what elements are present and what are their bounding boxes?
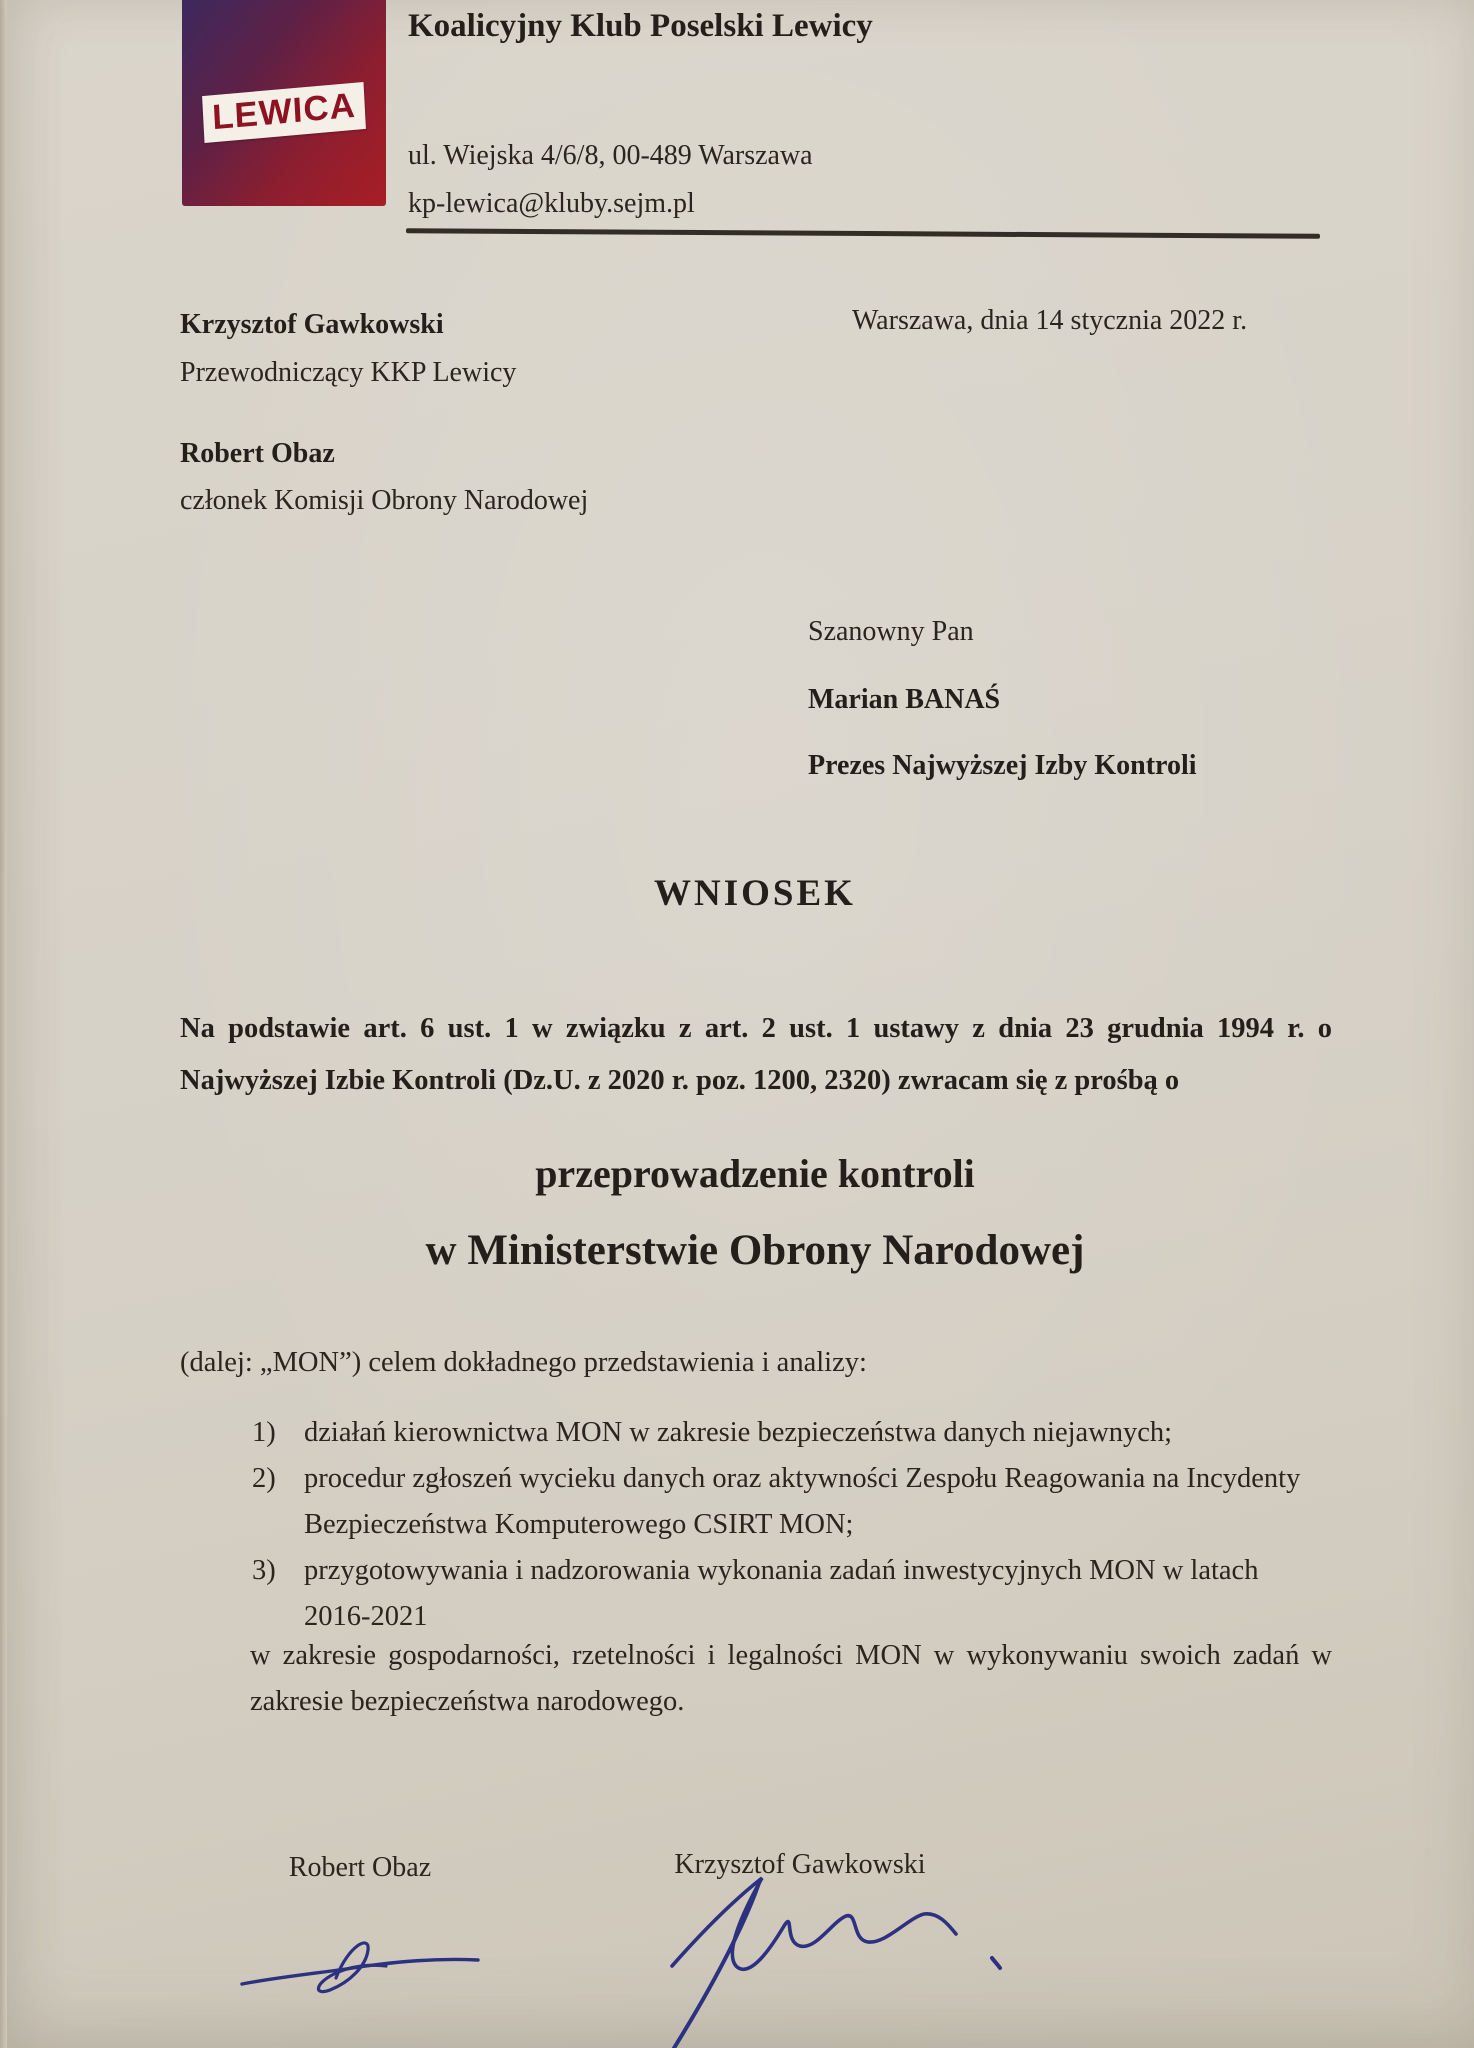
- scope-outro-paragraph: w zakresie gospodarności, rzetelności i legalności MON w wykonywaniu swoich zadań w zakresie bezpieczeństwa narodowego.: [250, 1640, 1332, 1717]
- recipient-title: Prezes Najwyższej Izby Kontroli: [808, 750, 1197, 781]
- legal-basis-paragraph: Na podstawie art. 6 ust. 1 w związku z art. 2 ust. 1 ustawy z dnia 23 grudnia 1994 r. o Najwyższej Izbie Kontroli (Dz.U. z 2020 r. poz. 1200, 2320) zwracam się z prośbą o: [180, 1013, 1332, 1096]
- sender-name-obaz: Robert Obaz: [180, 438, 335, 469]
- scope-list: [252, 1410, 1310, 1640]
- scope-item-2: [252, 1456, 1310, 1548]
- org-email: kp-lewica@kluby.sejm.pl: [408, 188, 695, 219]
- recipient-name: Marian BANAŚ: [808, 684, 1001, 715]
- scope-item-number: 2): [252, 1463, 276, 1494]
- org-address: ul. Wiejska 4/6/8, 00-489 Warszawa: [408, 140, 813, 171]
- signature-label-obaz: Robert Obaz: [288, 1852, 432, 1883]
- scope-intro: (dalej: „MON”) celem dokładnego przedstawienia i analizy:: [180, 1347, 867, 1378]
- signature-krzysztof-gawkowski-icon: [656, 1866, 1036, 2048]
- scope-item-number: 1): [252, 1417, 276, 1448]
- lewica-logo: [182, 0, 386, 206]
- sender-role-obaz: członek Komisji Obrony Narodowej: [180, 485, 589, 516]
- signature-label-gawkowski: Krzysztof Gawkowski: [674, 1849, 926, 1880]
- scope-item-text: działań kierownictwa MON w zakresie bezpieczeństwa danych niejawnych;: [304, 1417, 1173, 1448]
- scope-item-text: przygotowywania i nadzorowania wykonania zadań inwestycyjnych MON w latach 2016-2021: [304, 1555, 1259, 1632]
- signature-robert-obaz-icon: [238, 1922, 482, 2014]
- document-title: WNIOSEK: [654, 873, 856, 914]
- date-line: Warszawa, dnia 14 stycznia 2022 r.: [852, 305, 1248, 336]
- lewica-logo-text: LEWICA: [202, 81, 366, 142]
- request-heading-line1: przeprowadzenie kontroli: [535, 1151, 975, 1196]
- sender-name-gawkowski: Krzysztof Gawkowski: [180, 309, 444, 340]
- scope-item-1: [252, 1410, 1310, 1456]
- sender-role-gawkowski: Przewodniczący KKP Lewicy: [180, 357, 517, 388]
- scope-item-number: 3): [252, 1555, 276, 1586]
- recipient-salutation: Szanowny Pan: [808, 616, 974, 647]
- request-heading-line2: w Ministerstwie Obrony Narodowej: [425, 1227, 1085, 1274]
- scope-item-3: [252, 1548, 1310, 1640]
- scope-item-text: procedur zgłoszeń wycieku danych oraz aktywności Zespołu Reagowania na Incydenty Bezpieczeństwa Komputerowego CSIRT MON;: [304, 1463, 1301, 1540]
- org-name: Koalicyjny Klub Poselski Lewicy: [408, 8, 873, 44]
- header-divider: [406, 228, 1320, 239]
